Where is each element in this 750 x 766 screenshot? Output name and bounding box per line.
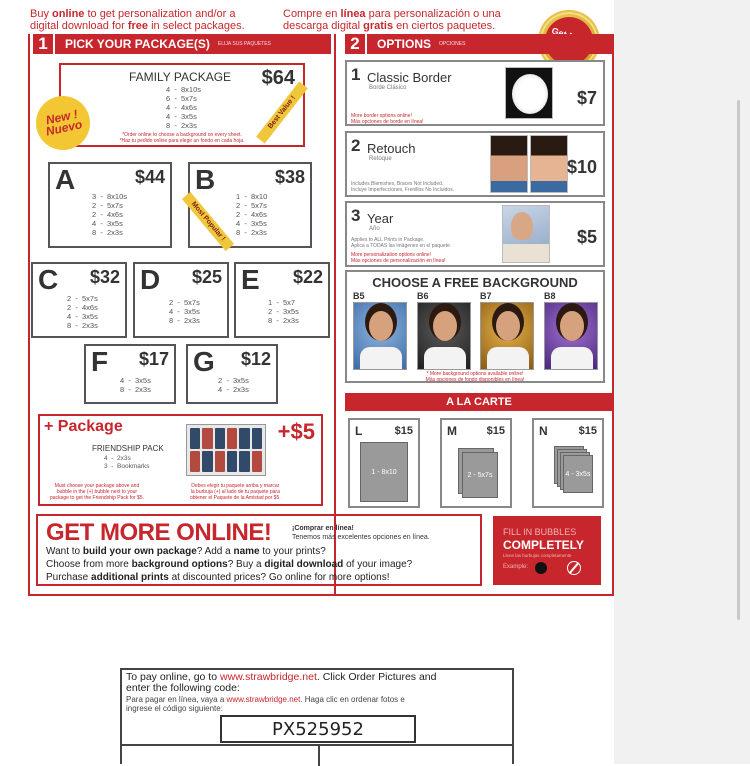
top-note-spanish: Compre en línea para personalización o una descarga digital gratis en ciertos paquetes. [283,8,501,32]
strawbridge-link-spanish[interactable]: www.strawbridge.net [226,695,301,704]
background-label-b8: B8 [544,291,556,301]
section-1-title: PICK YOUR PACKAGE(S) [65,37,210,51]
family-package-note: *Order online to choose a background on every sheet. *Haz tu pedido online para elegir un fondo en cada hoja. [119,132,245,144]
option-3-online-note-spanish: Más opciones de personalización en línea! [351,258,446,264]
option-3-subtitle: Año [369,226,380,232]
package-d-box[interactable] [133,262,229,338]
option-classic-border[interactable] [345,60,605,126]
package-e-price: $22 [292,267,323,287]
package-g-letter: G [193,346,215,377]
option-2-number: 2 [351,136,361,155]
option-year[interactable] [345,201,605,267]
option-1-title: Classic Border [367,70,452,85]
section-2-subtitle: OPCIONES [439,41,466,47]
package-d-letter: D [140,264,161,295]
order-code: PX525952 [220,715,416,743]
background-b6-option[interactable] [417,302,471,370]
background-label-b7: B7 [480,291,492,301]
carte-n-letter: N [539,424,548,438]
friendship-pack-image [186,424,266,476]
package-f-letter: F [91,346,109,377]
section-2-title: OPTIONS [377,37,432,51]
classic-border-image [505,67,553,119]
viewer-gutter [614,0,750,764]
option-3-note-spanish: Aplica a TODAS las imágenes en el paquete. [351,243,452,249]
package-e-letter: E [241,264,260,295]
fill-example-label: Example: [503,564,529,570]
option-3-online-note: More personalization options online! [351,252,432,258]
option-1-subtitle: Borde Clásico [369,85,407,91]
plus-package-box[interactable] [38,414,323,506]
package-a-price: $44 [134,167,165,187]
option-retouch[interactable] [345,131,605,197]
fill-bubbles-line-1: FILL IN BUBBLES [503,527,577,537]
year-sample-image [502,205,550,263]
package-e-items: 1 - 5x7 2 - 3x5s 8 - 2x3s [268,298,299,325]
viewer-scrollbar[interactable] [737,100,740,620]
option-2-price: $10 [566,157,597,177]
center-divider-line [334,34,336,594]
package-c-items: 2 - 5x7s 2 - 4x6s 4 - 3x5s 8 - 2x3s [67,294,98,330]
background-title: CHOOSE A FREE BACKGROUND [372,275,578,290]
package-a-letter: A [55,164,76,195]
family-package-price: $64 [261,67,295,89]
background-b8-option[interactable] [544,302,598,370]
package-g-box[interactable] [186,344,278,404]
left-border-line [28,34,30,596]
package-e-box[interactable] [234,262,330,338]
get-more-es-2: Tenemos más excelentes opciones en línea. [292,534,430,541]
new-badge-text: New ! Nuevo [44,106,84,139]
option-1-note-spanish: Más opciones de borde en línea! [351,119,424,125]
get-more-line-3: Purchase additional prints at discounted prices? Go online for more options! [46,572,390,583]
get-more-online-panel [36,514,482,586]
payment-vertical-divider [318,744,320,766]
option-2-subtitle: Retoque [369,156,392,162]
most-popular-ribbon: Most Popular ! [182,192,234,251]
option-3-title: Year [367,211,394,226]
section-1-subtitle: ELIJA SUS PAQUETES [217,41,271,47]
get-more-online-title: GET MORE ONLINE! [46,519,272,546]
carte-item-l[interactable] [348,418,420,508]
get-more-es-1: ¡Comprar en línea! [292,525,354,532]
fill-bubbles-line-2: COMPLETELY [503,538,584,552]
retouch-before-image [490,135,528,193]
package-d-items: 2 - 5x7s 4 - 3x5s 8 - 2x3s [169,298,200,325]
get-more-line-2: Choose from more background options? Buy a digital download of your image? [46,559,413,570]
carte-l-price: $15 [394,425,413,437]
top-note-english: Buy online to get personalization and/or a digital download for free in select packages. [30,8,245,32]
package-c-box[interactable] [31,262,127,338]
payment-instructions-spanish: Para pagar en línea, vaya a www.strawbridge.net. Haga clic en ordenar fotos e ingrese el código siguiente: [126,695,405,713]
background-label-b6: B6 [417,291,429,301]
fill-in-bubbles-panel [493,516,601,585]
plus-package-note-english: Must choose your package above and bubble in the (+) bubble next to your package to get the Friendship Pack for $5. [50,483,144,501]
a-la-carte-header: A LA CARTE [345,393,613,411]
best-value-ribbon: Best Value ! [256,82,308,144]
package-g-items: 2 - 3x5s 4 - 2x3s [218,376,249,394]
background-label-b5: B5 [353,291,365,301]
background-chooser [345,270,605,383]
section-1-number: 1 [33,34,55,54]
online-payment-box [120,668,514,764]
carte-m-print: 2 - 5x7s [462,452,498,498]
package-f-items: 4 - 3x5s 8 - 2x3s [120,376,151,394]
package-a-items: 3 - 8x10s 2 - 5x7s 2 - 4x6s 4 - 3x5s 8 - 2x3s [92,192,128,237]
package-f-box[interactable] [84,344,176,404]
package-c-price: $32 [89,267,120,287]
plus-package-price: +$5 [277,419,315,444]
strawbridge-link[interactable]: www.strawbridge.net [219,671,317,683]
package-b-letter: B [195,164,216,195]
package-c-letter: C [38,264,59,295]
option-2-note-spanish: Incluye Imperfecciones, Frenillos No Incluidos. [351,187,455,193]
plus-package-title: + Package [44,418,123,435]
background-b7-option[interactable] [480,302,534,370]
family-package-title: FAMILY PACKAGE [129,70,232,84]
bottom-red-line [28,594,614,596]
package-a-box[interactable] [48,162,172,248]
carte-n-price: $15 [578,425,597,437]
option-1-note: More border options online! [351,113,412,119]
plus-package-note-spanish: Debes elegir tu paquete arriba y marcar la burbuja (+) al lado de tu paquete para obtener el Paquete de la Amistad por $5. [190,483,281,501]
section-2-number: 2 [345,34,367,54]
carte-item-m[interactable] [440,418,512,508]
option-1-number: 1 [351,65,361,84]
carte-l-letter: L [355,424,363,438]
section-2-header [345,34,613,54]
friendship-pack-title: FRIENDSHIP PACK [92,444,164,453]
fill-bubbles-spanish: Llene las burbujas completamente [503,553,572,558]
option-1-price: $7 [576,88,597,108]
package-d-price: $25 [191,267,222,287]
get-more-line-1: Want to build your own package? Add a name to your prints? [46,546,326,557]
family-package-box[interactable] [59,63,305,147]
family-package-items: 4 - 8x10s 6 - 5x7s 4 - 4x6s 4 - 3x5s 8 - 2x3s [166,85,202,130]
retouch-after-image [530,135,568,193]
option-3-number: 3 [351,206,361,225]
payment-instructions-english: To pay online, go to www.strawbridge.net. Click Order Pictures and enter the following code: [126,671,437,694]
carte-m-price: $15 [486,425,505,437]
carte-l-print: 1 - 8x10 [360,442,408,502]
section-1-header [33,34,331,54]
background-b5-option[interactable] [353,302,407,370]
carte-m-letter: M [447,424,457,438]
option-2-note: Includes Blemishes, Braces Not Included. [351,181,444,187]
no-symbol-icon [567,561,581,575]
carte-n-print: 4 - 3x5s [563,455,593,493]
option-3-price: $5 [576,227,597,247]
package-b-box[interactable] [188,162,312,248]
package-g-price: $12 [240,349,271,369]
package-b-price: $38 [274,167,305,187]
background-note-english: * More background options available online! [426,371,524,377]
background-note [347,371,603,383]
option-3-note: Applies to ALL Prints in Package. [351,237,425,243]
get-more-online-spanish [292,524,430,542]
package-f-price: $17 [138,349,169,369]
filled-bubble-icon [535,562,547,574]
background-note-spanish: Más opciones de fondo disponibles en línea! [425,377,525,383]
package-b-items: 1 - 8x10 2 - 5x7s 2 - 4x6s 4 - 3x5s 8 - 2x3s [236,192,268,237]
option-2-title: Retouch [367,141,416,156]
carte-item-n[interactable] [532,418,604,508]
payment-divider [122,744,512,746]
friendship-pack-items: 4 - 2x3s 3 - Bookmarks [104,455,150,470]
